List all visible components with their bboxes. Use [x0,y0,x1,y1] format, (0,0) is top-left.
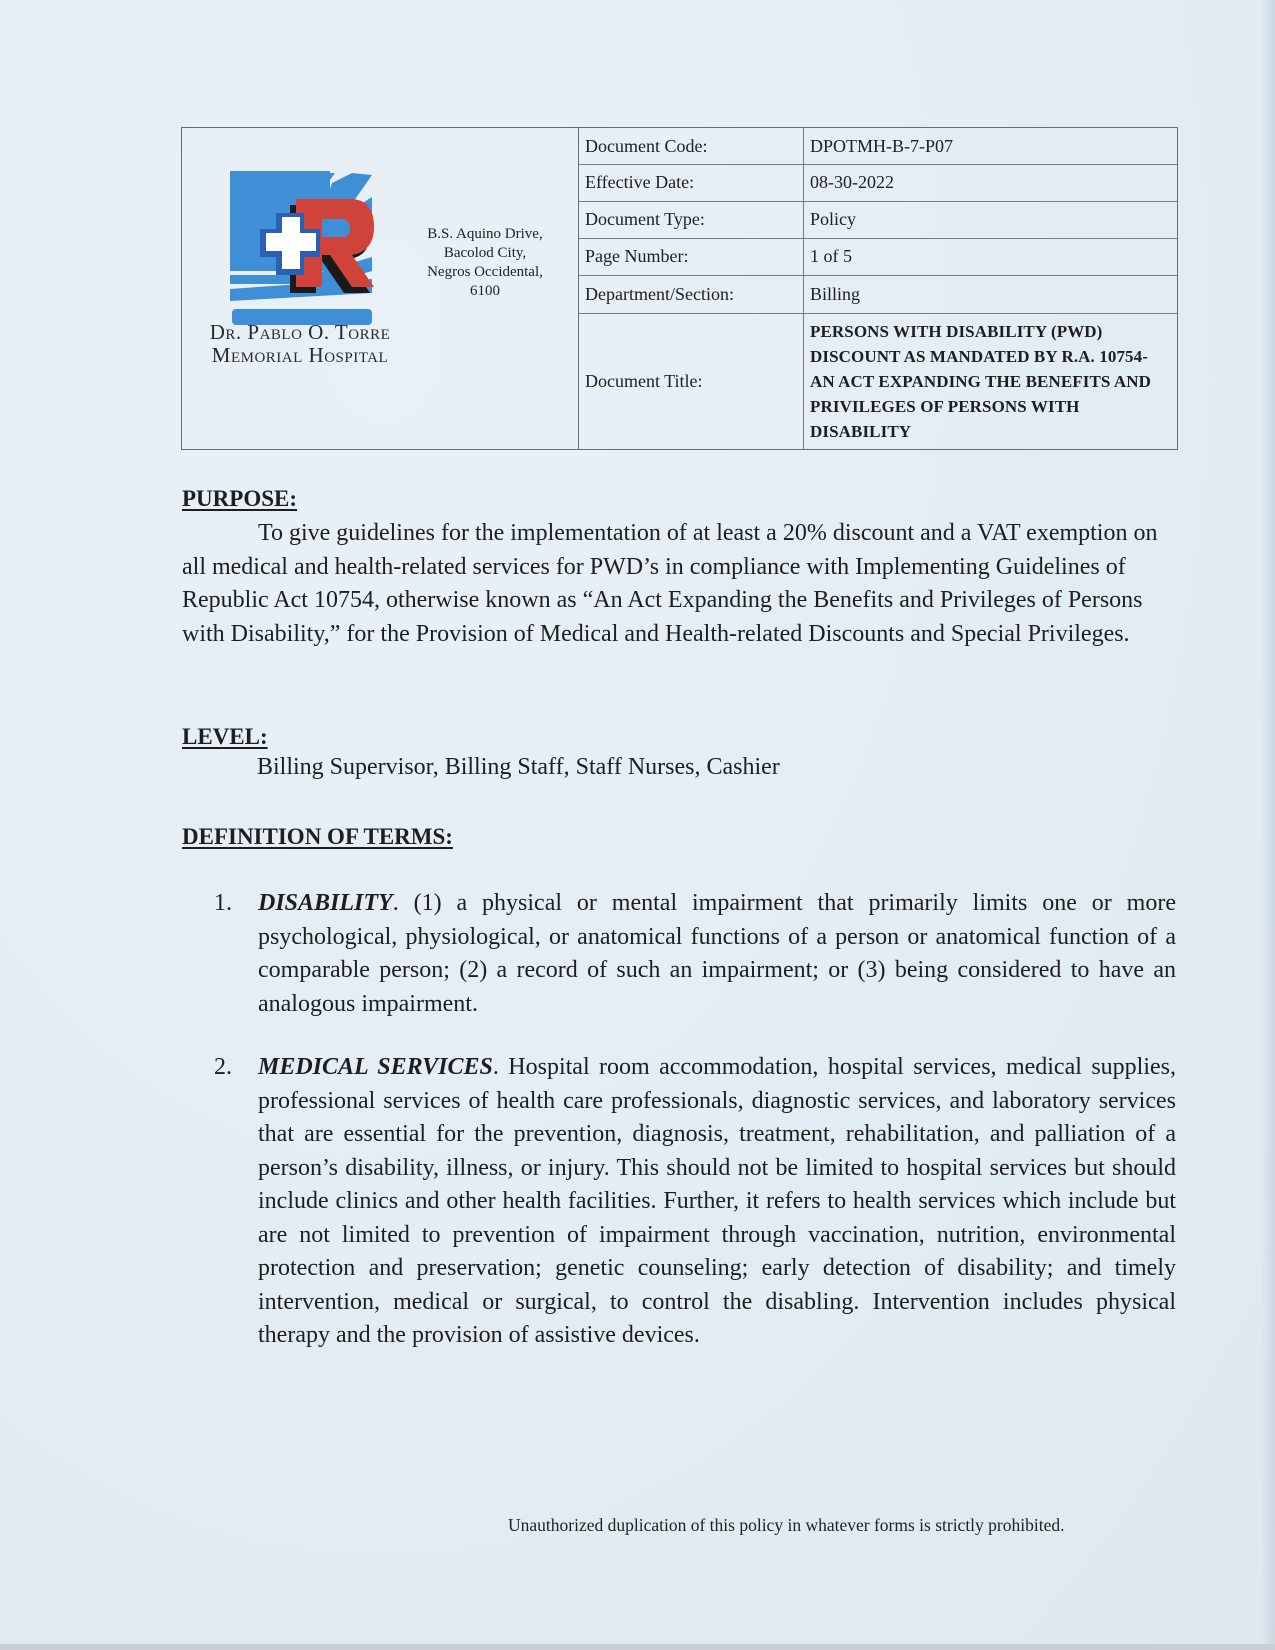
footer-notice: Unauthorized duplication of this policy in whatever forms is strictly prohibited. [508,1515,1065,1535]
field-label: Effective Date: [579,164,804,201]
field-label: Page Number: [579,238,804,275]
definition-term: MEDICAL SERVICES [258,1054,493,1080]
hospital-name: Dr. Pablo O. Torre Memorial Hospital [209,320,391,367]
document-title: PERSONS WITH DISABILITY (PWD) DISCOUNT AS MANDATED BY R.A. 10754-AN ACT EXPANDING THE BENEFITS AND PRIVILEGES OF PERSONS WITH DISABILITY [810,321,1152,441]
row-document-title [579,313,1177,449]
hospital-logo-icon [220,171,380,331]
field-value: Billing [810,283,861,304]
definitions-list [214,887,1176,1353]
level-text: Billing Supervisor, Billing Staff, Staff Nurses, Cashier [257,754,780,780]
hospital-identity [182,128,578,449]
field-label: Document Code: [579,128,804,164]
row-department [579,275,1177,314]
purpose-heading: PURPOSE: [182,486,297,511]
definition-text: . (1) a physical or mental impairment that primarily limits one or more psychological, physiological, or anatomical functions of a person or anatomical function of a comparable person; (2) a record of such an impairment; or (3) being considered to have an analogous impairment. [258,890,1176,1017]
page-bottom-edge [0,1644,1275,1650]
level-heading: LEVEL: [182,724,268,749]
document-header-table [181,127,1178,450]
row-effective-date [579,164,1177,202]
definition-text: . Hospital room accommodation, hospital services, medical supplies, professional services of health care professionals, diagnostic services, and laboratory services that are essential for the prevention, diagnosis, treatment, rehabilitation, and palliation of a person’s disability, illness, or injury. This should not be limited to hospital services but should include clinics and other health facilities. Further, it refers to health services which include but are not limited to prevention of impairment through vaccination, nutrition, environmental protection and preservation; genetic counseling; early detection of disability; and timely intervention, medical or surgical, to control the disabling. Intervention includes physical therapy and the provision of assistive devices. [258,1054,1176,1348]
field-value: Policy [810,209,857,229]
field-value: DPOTMH-B-7-P07 [810,135,954,156]
definitions-heading: DEFINITION OF TERMS: [182,824,453,849]
definition-item-medical-services [214,1051,1176,1353]
row-page-number [579,238,1177,276]
item-number: 2. [214,1054,232,1080]
hospital-address: B.S. Aquino Drive, Bacolod City, Negros Occidental, 6100 [427,226,543,299]
item-number: 1. [214,890,232,916]
field-label: Department/Section: [579,275,804,313]
definition-item-disability [214,887,1176,1021]
purpose-text: To give guidelines for the implementation of at least a 20% discount and a VAT exemption on all medical and health-related services for PWD’s in compliance with Implementing Guidelines of Republic Act 10754, otherwise known as “An Act Expanding the Benefits and Privileges of Persons with Disability,” for the Provision of Medical and Health-related Discounts and Special Privileges. [182,520,1158,647]
field-value: 1 of 5 [810,246,852,266]
page-edge-shadow [1261,0,1275,1650]
row-document-code [579,128,1177,165]
field-value: 08-30-2022 [810,172,894,192]
definition-term: DISABILITY [258,890,393,916]
document-metadata-grid [578,128,1177,449]
row-document-type [579,201,1177,239]
field-label: Document Title: [579,313,804,449]
field-label: Document Type: [579,201,804,238]
